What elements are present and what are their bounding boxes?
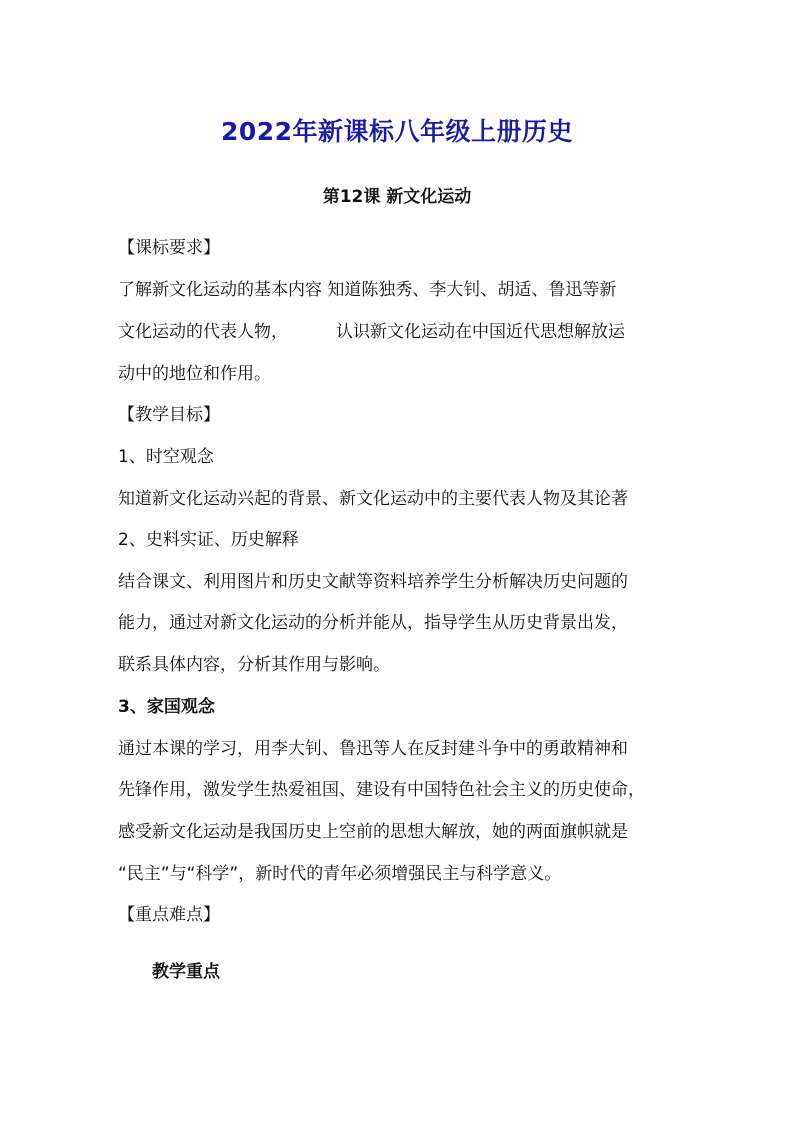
curriculum-line-1: 了解新文化运动的基本内容 知道陈独秀、李大钊、胡适、鲁迅等新 [118,280,617,300]
curriculum-header: 【课标要求】 [118,238,220,258]
key-points-header: 【重点难点】 [118,905,220,925]
objective-1-title: 1、时空观念 [118,447,214,467]
document-title: 2022年新课标八年级上册历史 [220,117,574,146]
objective-2-line-1: 结合课文、利用图片和历史文献等资料培养学生分析解决历史问题的 [118,572,628,592]
objective-3-line-3: 感受新文化运动是我国历史上空前的思想大解放，她的两面旗帜就是 [118,822,628,842]
objective-2-line-2: 能力，通过对新文化运动的分析并能从，指导学生从历史背景出发， [118,613,628,633]
lesson-title: 第12课 新文化运动 [322,187,472,207]
curriculum-line-2a: 文化运动的代表人物， [118,322,288,342]
curriculum-line-2b: 认识新文化运动在中国近代思想解放运 [336,322,625,342]
objective-2-line-3: 联系具体内容，分析其作用与影响。 [118,655,390,675]
objectives-header: 【教学目标】 [118,405,220,425]
objective-3-title: 3、家国观念 [118,697,215,717]
objective-3-line-4: “民主”与“科学”，新时代的青年必须增强民主与科学意义。 [118,864,562,884]
curriculum-line-2 [118,320,688,344]
objective-3-line-1: 通过本课的学习，用李大钊、鲁迅等人在反封建斗争中的勇敢精神和 [118,739,628,759]
objective-3-line-2: 先锋作用，激发学生热爱祖国、建设有中国特色社会主义的历史使命， [118,780,645,800]
curriculum-line-3: 动中的地位和作用。 [118,364,271,384]
objective-2-title: 2、史料实证、历史解释 [118,530,299,550]
teaching-focus-heading: 教学重点 [152,962,220,982]
objective-1-text: 知道新文化运动兴起的背景、新文化运动中的主要代表人物及其论著 [118,489,628,509]
